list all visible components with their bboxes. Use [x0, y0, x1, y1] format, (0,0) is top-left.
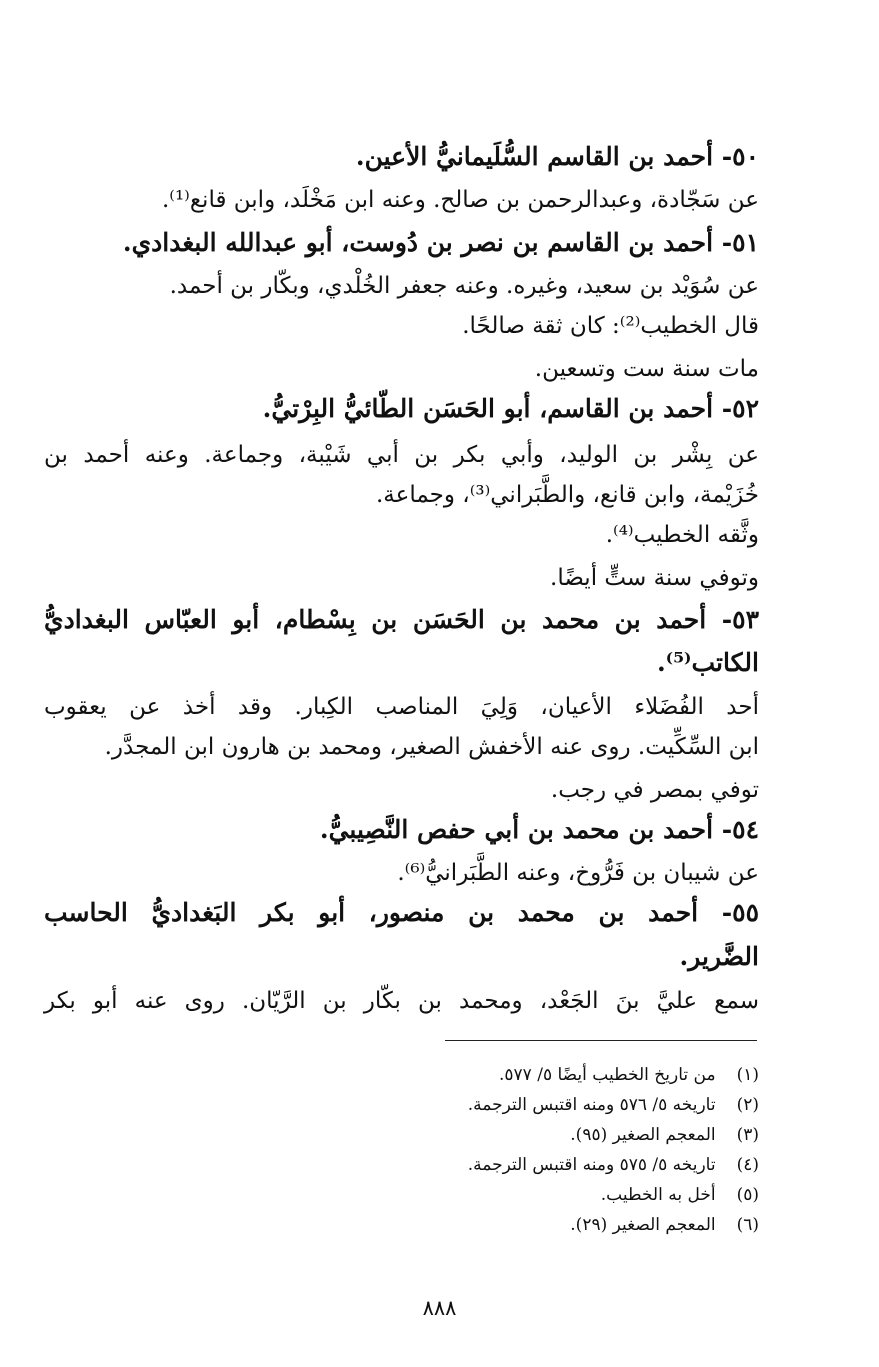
footnote: [601, 1183, 759, 1207]
footnote-text: المعجم الصغير (٩٥).: [570, 1125, 716, 1145]
entry-heading: ٥٢- أحمد بن القاسم، أبو الحَسَن الطّائيُّ البِرْتيُّ.: [262, 394, 759, 423]
footnote-text: أخل به الخطيب.: [600, 1185, 716, 1205]
body-line: قال الخطيب⁽²⁾: كان ثقة صالحًا.: [462, 313, 759, 339]
body-line: وتوفي سنة ستٍّ أيضًا.: [550, 565, 759, 591]
footnote-number: (٤): [736, 1155, 759, 1175]
footnote-text: تاريخه ٥/ ٥٧٥ ومنه اقتبس الترجمة.: [467, 1155, 716, 1175]
body-line: ابن السِّكِّيت. روى عنه الأخفش الصغير، ومحمد بن هارون ابن المجدَّر.: [104, 734, 759, 760]
footnote-text: المعجم الصغير (٢٩).: [570, 1215, 716, 1235]
footnote: [570, 1213, 759, 1237]
body-line: عن شيبان بن فَرُّوخ، وعنه الطَّبَرانيُّ⁽⁶⁾.: [397, 860, 759, 886]
body-line: خُزَيْمة، وابن قانع، والطَّبَراني⁽³⁾، وجماعة.: [375, 482, 759, 508]
footnote-text: تاريخه ٥/ ٥٧٦ ومنه اقتبس الترجمة.: [467, 1095, 716, 1115]
entry-heading-continued: الضَّرير.: [679, 942, 759, 971]
entry-heading: ٥٠- أحمد بن القاسم السُّلَيمانيُّ الأعين.: [355, 142, 759, 171]
footnote-number: (٦): [736, 1215, 759, 1235]
body-line: سمع عليَّ بنَ الجَعْد، ومحمد بن بكّار بن الرَّيّان. روى عنه أبو بكر: [44, 988, 759, 1014]
footnote-number: (٥): [736, 1185, 759, 1205]
body-line: أحد الفُضَلاء الأعيان، وَلِيَ المناصب الكِبار. وقد أخذ عن يعقوب: [44, 694, 759, 720]
entry-heading: ٥١- أحمد بن القاسم بن نصر بن دُوست، أبو عبدالله البغدادي.: [122, 228, 759, 257]
entry-heading: ٥٥- أحمد بن محمد بن منصور، أبو بكر البَغداديُّ الحاسب: [44, 898, 759, 927]
body-line: توفي بمصر في رجب.: [550, 777, 759, 803]
entry-heading: ٥٤- أحمد بن محمد بن أبي حفص النَّصِيبيُّ.: [319, 815, 759, 844]
body-line: عن بِشْر بن الوليد، وأبي بكر بن أبي شَيْبة، وجماعة. وعنه أحمد بن: [44, 442, 759, 468]
entry-heading: ٥٣- أحمد بن محمد بن الحَسَن بن بِسْطام، أبو العبّاس البغداديُّ: [44, 605, 759, 634]
footnote-text: من تاريخ الخطيب أيضًا ٥/ ٥٧٧.: [498, 1065, 716, 1085]
footnote: [468, 1153, 759, 1177]
footnote-number: (٣): [736, 1125, 759, 1145]
footnote: [570, 1123, 759, 1147]
footnote-number: (٢): [736, 1095, 759, 1115]
footnote-separator: [445, 1040, 757, 1041]
page-number: ٨٨٨: [422, 1296, 457, 1320]
body-line: عن سُوَيْد بن سعيد، وغيره. وعنه جعفر الخُلْدي، وبكّار بن أحمد.: [169, 273, 759, 299]
entry-heading-continued: الكاتب⁽⁵⁾.: [656, 648, 759, 677]
body-line: مات سنة ست وتسعين.: [534, 356, 759, 382]
footnote: [499, 1063, 759, 1087]
footnote: [468, 1093, 759, 1117]
footnote-number: (١): [736, 1065, 759, 1085]
body-line: عن سَجّادة، وعبدالرحمن بن صالح. وعنه ابن مَخْلَد، وابن قانع⁽¹⁾.: [161, 187, 759, 213]
body-line: وثَّقه الخطيب⁽⁴⁾.: [605, 522, 759, 548]
